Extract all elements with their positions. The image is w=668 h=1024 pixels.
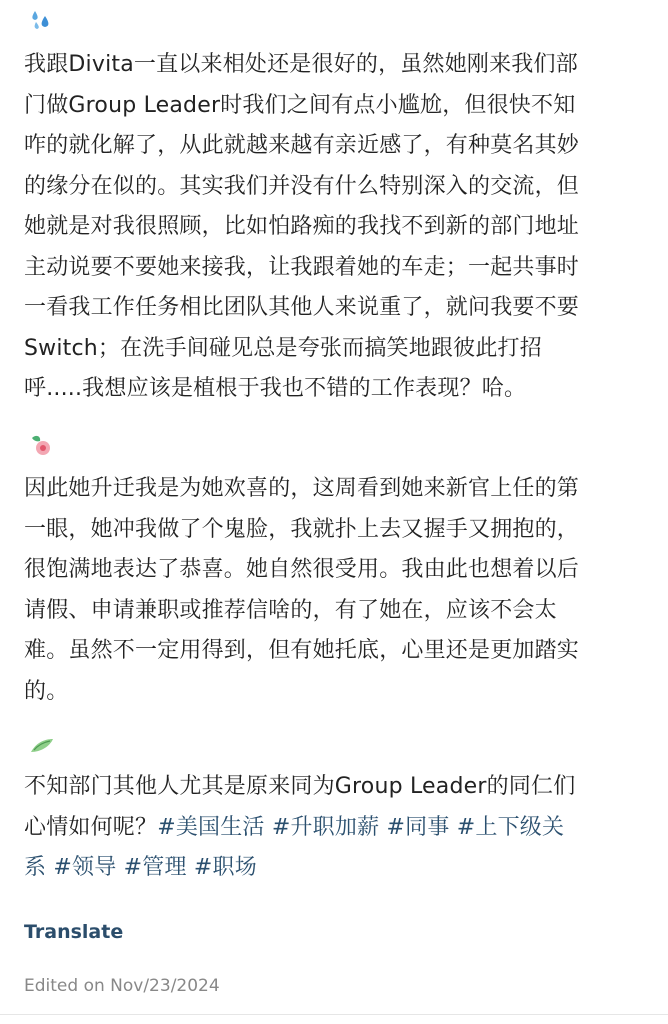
hashtag-link[interactable]: #上下级关 xyxy=(456,814,565,840)
hashtag-link[interactable]: #职场 xyxy=(193,855,257,880)
hashtag-link[interactable]: #升职加薪 xyxy=(271,814,380,840)
hashtag-link[interactable]: #领导 xyxy=(53,855,117,880)
hashtag-link[interactable]: 系 xyxy=(24,855,47,880)
hashtag-link[interactable]: #同事 xyxy=(386,814,450,840)
paragraph-2: 因此她升迁我是为她欢喜的，这周看到她来新官上任的第 一眼，她冲我做了个鬼脸，我就扑上去又握手又拥抱的， 很饱满地表达了恭喜。她自然很受用。我由此也想着以后 请假、申请兼职或推荐信啥的，有了她在，应该不会太 难。虽然不一定用得到，但有她托底，心里还是更加踏实 的。 xyxy=(24,476,580,704)
hashtag-link[interactable]: #美国生活 xyxy=(157,814,265,840)
paragraph-1: 我跟Divita一直以来相处还是很好的，虽然她刚来我们部 门做Group Leader时我们之间有点小尴尬，但很快不知 咋的就化解了，从此就越来越有亲近感了，有种莫名其妙 的缘分在似的。其实我们并没有什么特别深入的交流，但 她就是对我很照顾，比如怕路痴的我找不到新的部门地址 主动说要不要她来接我，让我跟着她的车走；一起共事时 一看我工作任务相比团队其他人来说重了，就问我要不要 Switch；在洗手间碰见总是夸张而搞笑地跟彼此打招 呼.....我想应该是植根于我也不错的工作表现？哈。 xyxy=(24,52,580,401)
cucumber-emoji-icon xyxy=(28,733,56,759)
translate-button[interactable]: Translate xyxy=(24,921,124,943)
paragraph-3: 不知部门其他人尤其是原来同为Group Leader的同仁们 心情如何呢？#美国生活 #升职加薪 #同事 #上下级关 系 #领导 #管理 #职场 xyxy=(24,774,576,880)
hashtag-link[interactable]: #管理 xyxy=(123,855,187,880)
droplets-emoji-icon xyxy=(28,8,56,34)
cherry-blossom-emoji-icon xyxy=(28,432,56,458)
divider xyxy=(0,1014,668,1015)
edited-timestamp: Edited on Nov/23/2024 xyxy=(24,976,220,996)
